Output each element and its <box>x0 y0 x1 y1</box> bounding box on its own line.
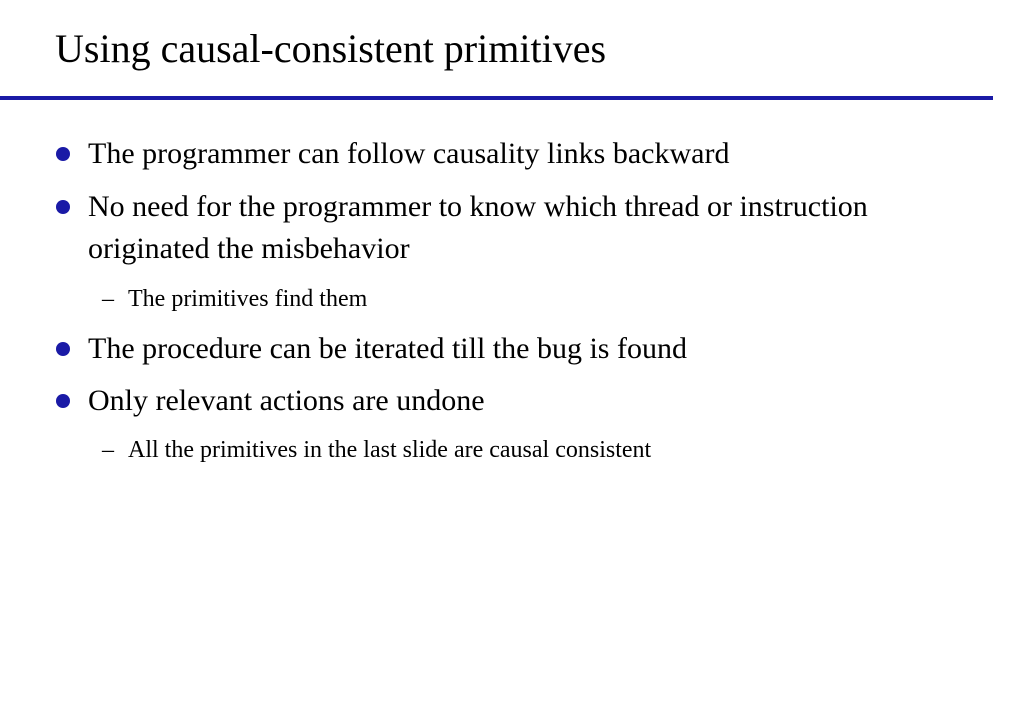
sub-bullet-text: All the primitives in the last slide are causal consistent <box>128 437 652 463</box>
bullet-dot-icon <box>56 394 70 408</box>
sub-bullet-text: The primitives find them <box>128 286 368 312</box>
bullet-text: No need for the programmer to know which thread or instruction originated the misbehavior <box>88 190 868 265</box>
bullet-dot-icon <box>56 342 70 356</box>
bullet-text: Only relevant actions are undone <box>88 384 485 417</box>
sub-bullet-item <box>102 284 368 314</box>
bullet-dot-icon <box>56 200 70 214</box>
sub-bullet-item <box>102 435 652 465</box>
slide-title: Using causal-consistent primitives <box>55 26 607 71</box>
bullet-text: The procedure can be iterated till the bug is found <box>88 332 687 365</box>
dash-marker-icon: – <box>102 437 114 463</box>
bullet-dot-icon <box>56 147 70 161</box>
bullet-item <box>88 186 908 270</box>
title-divider <box>0 96 993 100</box>
dash-marker-icon: – <box>102 286 114 312</box>
bullet-item <box>88 133 988 175</box>
bullet-item <box>88 380 988 422</box>
bullet-text: The programmer can follow causality links backward <box>88 137 730 170</box>
bullet-item <box>88 328 988 370</box>
